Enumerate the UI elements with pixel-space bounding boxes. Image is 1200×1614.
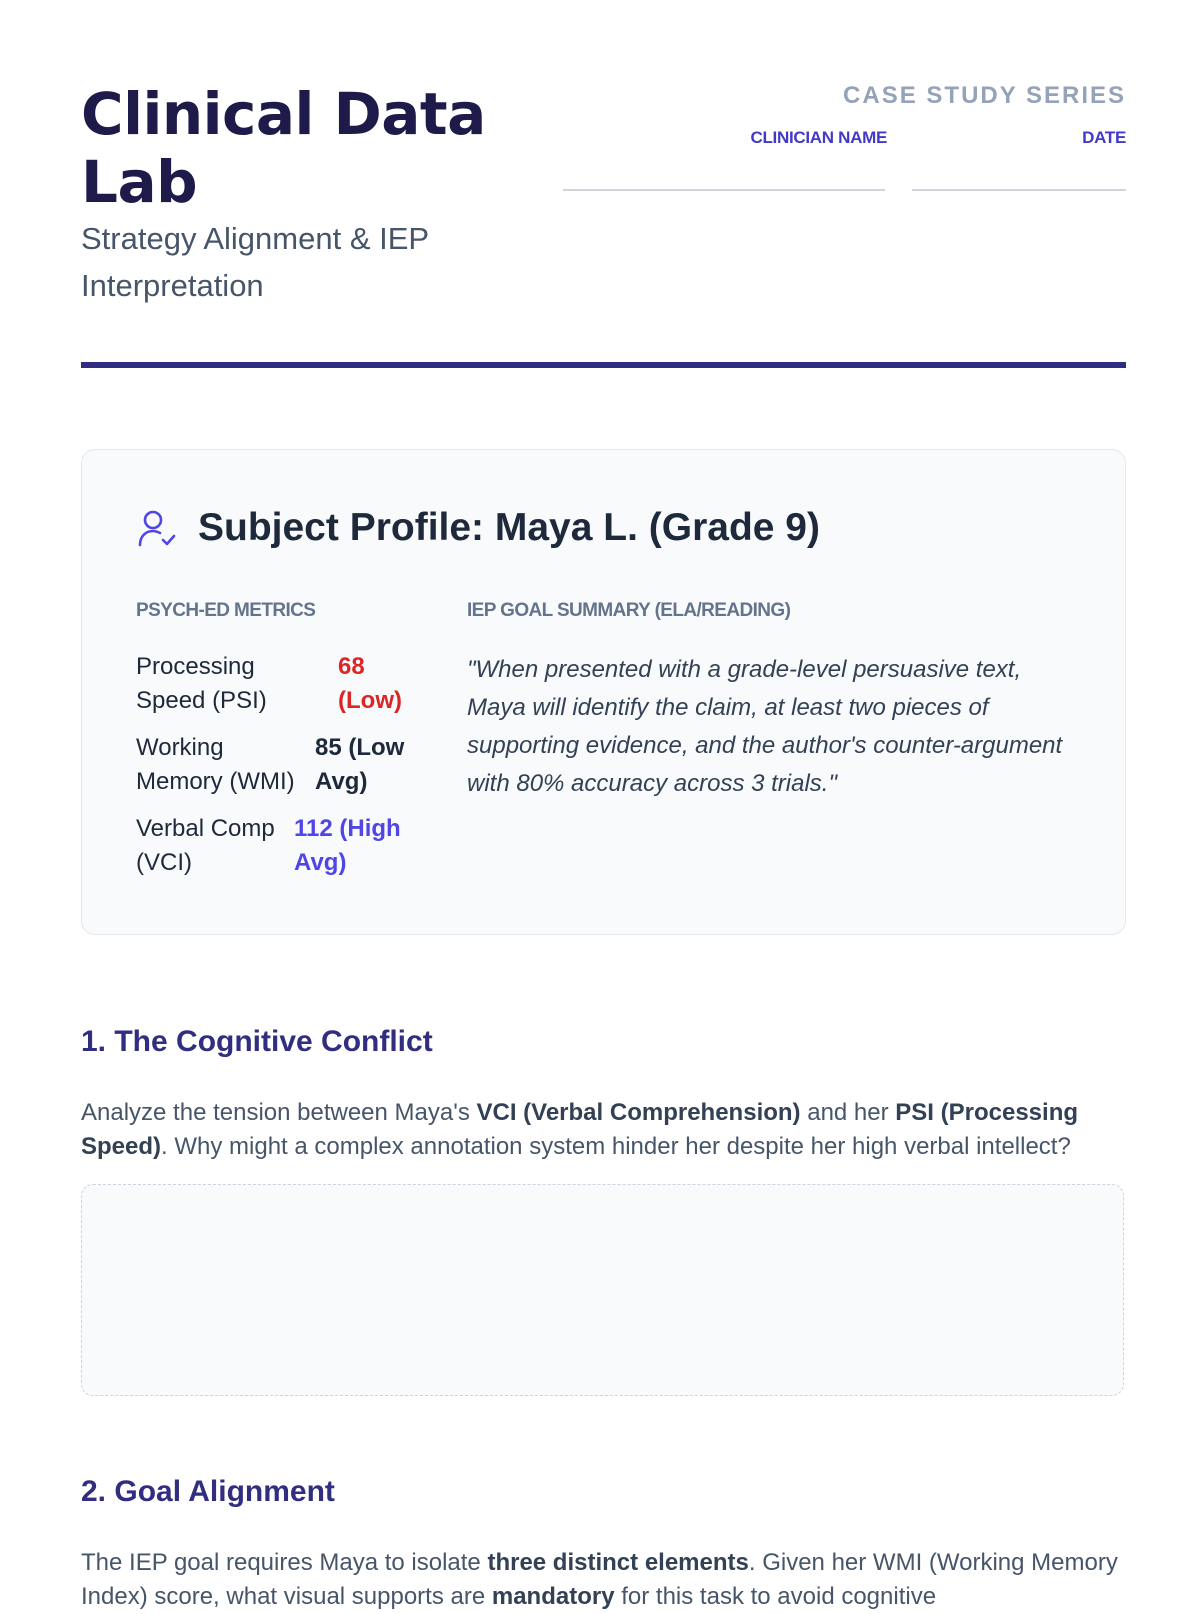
- section-1-prompt: [81, 1096, 1131, 1164]
- metric-name-line: Processing: [136, 653, 255, 680]
- metric-value-line: (Low): [338, 687, 402, 714]
- prompt-emphasis: mandatory: [491, 1583, 615, 1610]
- metric-value-line: 68: [338, 653, 365, 680]
- metric-value-line: Avg): [315, 768, 368, 795]
- prompt-text: for this task to avoid cognitive: [614, 1583, 937, 1610]
- prompt-text: . Why might a complex annotation system hinder her despite her high verbal intellect?: [161, 1133, 1071, 1160]
- page-title: Clinical Data Lab: [81, 80, 486, 216]
- section-2-prompt: [81, 1546, 1131, 1614]
- metric-value-vci: [294, 812, 401, 880]
- profile-header: [136, 506, 820, 550]
- metric-name-psi: [136, 650, 267, 718]
- metric-value-psi: [338, 650, 402, 718]
- prompt-text: The IEP goal requires Maya to isolate: [81, 1549, 488, 1576]
- metric-value-wmi: [315, 731, 404, 799]
- date-label: DATE: [1082, 128, 1126, 147]
- metric-name-line: Verbal Comp: [136, 815, 275, 842]
- metric-name-line: (VCI): [136, 849, 192, 876]
- user-check-icon: [136, 508, 176, 548]
- metric-value-line: 112 (High: [294, 815, 401, 842]
- metric-value-line: 85 (Low: [315, 734, 405, 761]
- subject-profile-card: [81, 449, 1126, 935]
- metrics-heading: PSYCH-ED METRICS: [136, 600, 316, 621]
- page-subtitle: Strategy Alignment & IEP Interpretation: [81, 221, 429, 303]
- clinician-name-label: CLINICIAN NAME: [750, 128, 887, 147]
- metric-name-vci: [136, 812, 275, 880]
- date-field[interactable]: [912, 189, 1126, 191]
- prompt-text: Analyze the tension between Maya's: [81, 1099, 477, 1126]
- iep-goal-quote: "When presented with a grade-level persuasive text, Maya will identify the claim, at least two pieces of supporting evidence, and the author's counter-argument with 80% accuracy across 3 trials.": [467, 656, 1063, 797]
- profile-title: Subject Profile: Maya L. (Grade 9): [198, 506, 820, 549]
- metric-name-line: Memory (WMI): [136, 768, 295, 795]
- prompt-emphasis: PSI (Processing Speed): [81, 1099, 1079, 1160]
- header-divider: [81, 362, 1126, 368]
- goal-heading: IEP GOAL SUMMARY (ELA/READING): [467, 600, 791, 621]
- prompt-text: . Given her WMI (Working Memory Index) score, what visual supports are: [81, 1549, 1118, 1610]
- metric-name-line: Speed (PSI): [136, 687, 267, 714]
- metric-name-line: Working: [136, 734, 224, 761]
- prompt-text: and her: [800, 1099, 896, 1126]
- section-2-title: 2. Goal Alignment: [81, 1475, 335, 1508]
- prompt-emphasis: three distinct elements: [487, 1549, 749, 1576]
- clinician-name-field[interactable]: [563, 189, 885, 191]
- metric-name-wmi: [136, 731, 295, 799]
- prompt-emphasis: VCI (Verbal Comprehension): [476, 1099, 801, 1126]
- section-1-title: 1. The Cognitive Conflict: [81, 1025, 433, 1058]
- section-1-answer-area[interactable]: [81, 1184, 1124, 1396]
- metric-value-line: Avg): [294, 849, 347, 876]
- series-label: CASE STUDY SERIES: [843, 82, 1126, 109]
